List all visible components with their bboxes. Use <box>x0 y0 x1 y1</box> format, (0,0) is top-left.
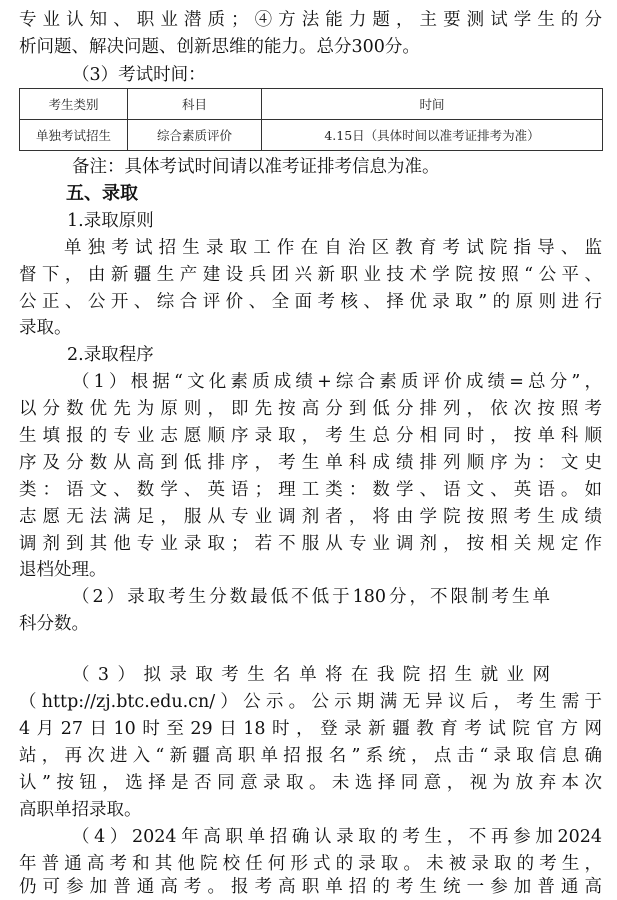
text-line: （3）拟录取考生名单将在我院招生就业网 <box>72 665 550 685</box>
text-line: 类：语文、数学、英语；理工类：数学、语文、英语。如 <box>19 480 602 500</box>
text-line: 认”按钮，选择是否同意录取。未选择同意，视为放弃本次 <box>19 773 602 793</box>
subheading: 2.录取程序 <box>67 345 154 365</box>
table-header-row <box>20 89 603 120</box>
text-line: 科分数。 <box>19 614 89 634</box>
text-line: （3）考试时间： <box>72 65 206 85</box>
text-line: （4）2024年高职单招确认录取的考生，不再参加2024 <box>72 827 602 847</box>
text-line: 高职单招录取。 <box>19 800 142 820</box>
text-line: 退档处理。 <box>19 560 107 580</box>
text-line: 生填报的专业志愿顺序录取，考生总分相同时，按单科顺 <box>19 426 602 446</box>
text-line: 录取。 <box>19 318 72 338</box>
exam-time-table <box>19 88 603 151</box>
text-line: （http://zj.btc.edu.cn/）公示。公示期满无异议后，考生需于 <box>19 692 602 712</box>
table-row <box>20 120 603 151</box>
text-line: 调剂到其他专业录取；若不服从专业调剂，按相关规定作 <box>19 534 602 554</box>
text-line: 以分数优先为原则，即先按高分到低分排列，依次按照考 <box>19 399 602 419</box>
text-line: 析问题、解决问题、创新思维的能力。总分300分。 <box>19 37 420 57</box>
text-line: 仍可参加普通高考。报考高职单招的考生统一参加普通高 <box>19 877 602 897</box>
text-line: 站，再次进入“新疆高职单招报名”系统，点击“录取信息确 <box>19 746 602 766</box>
text-line: 公正、公开、综合评价、全面考核、择优录取”的原则进行 <box>19 292 602 312</box>
text-line: 年普通高考和其他院校任何形式的录取。未被录取的考生， <box>19 854 602 874</box>
text-line: 序及分数从高到低排序，考生单科成绩排列顺序为：文史 <box>19 453 602 473</box>
table-cell: 4.15日（具体时间以准考证排考为准） <box>262 120 603 151</box>
text-line: 4月27日10时至29日18时，登录新疆教育考试院官方网 <box>19 719 602 739</box>
text-line: （2）录取考生分数最低不低于180分，不限制考生单 <box>72 587 550 607</box>
section-heading: 五、录取 <box>66 183 138 204</box>
table-header-cell: 科目 <box>128 89 262 120</box>
table-header-cell: 考生类别 <box>20 89 128 120</box>
text-line: 督下，由新疆生产建设兵团兴新职业技术学院按照“公平、 <box>19 265 602 285</box>
subheading: 1.录取原则 <box>67 211 154 231</box>
text-line: 单独考试招生录取工作在自治区教育考试院指导、监 <box>64 238 602 258</box>
table-header-cell: 时间 <box>262 89 603 120</box>
table-cell: 综合素质评价 <box>128 120 262 151</box>
table-cell: 单独考试招生 <box>20 120 128 151</box>
text-line: 备注：具体考试时间请以准考证排考信息为准。 <box>72 157 440 177</box>
text-line: （1）根据“文化素质成绩+综合素质评价成绩=总分”， <box>72 372 602 392</box>
text-line: 志愿无法满足，服从专业调剂者，将由学院按照考生成绩 <box>19 507 602 527</box>
text-line: 专业认知、职业潜质；④方法能力题，主要测试学生的分 <box>19 10 602 30</box>
